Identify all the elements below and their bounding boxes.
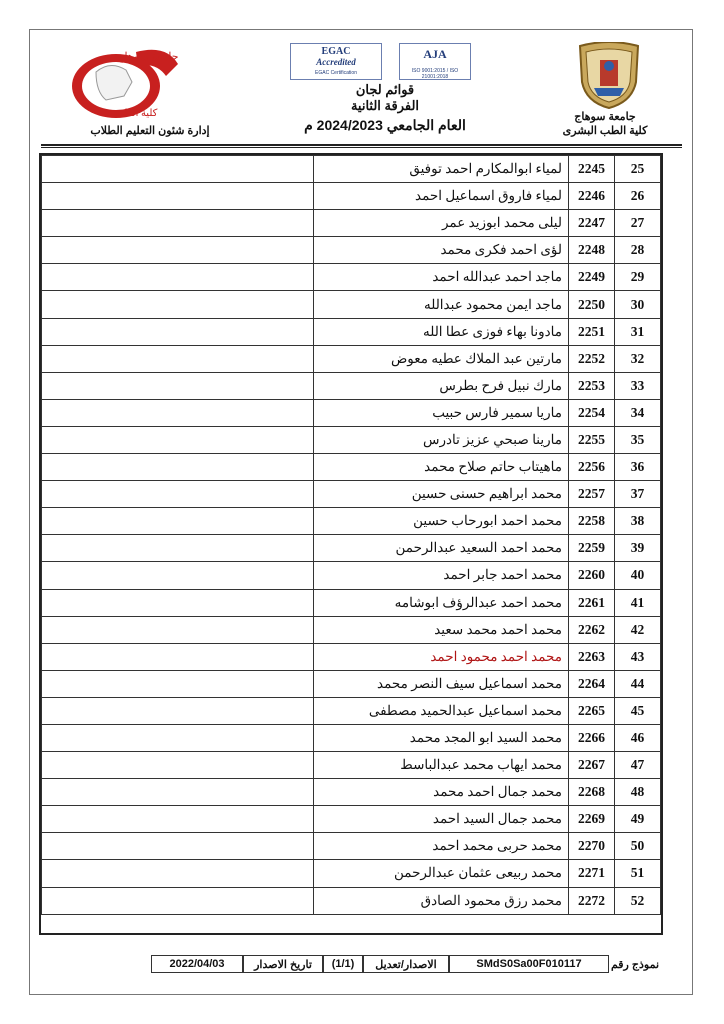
student-name: مادونا بهاء فوزى عطا الله bbox=[314, 318, 569, 345]
table-row bbox=[42, 860, 661, 887]
signature-cell bbox=[42, 562, 314, 589]
document-title-block bbox=[270, 82, 500, 134]
student-code: 2270 bbox=[569, 833, 615, 860]
students-table bbox=[39, 153, 663, 935]
row-number: 35 bbox=[615, 426, 661, 453]
student-code: 2250 bbox=[569, 291, 615, 318]
student-code: 2257 bbox=[569, 481, 615, 508]
student-code: 2259 bbox=[569, 535, 615, 562]
signature-cell bbox=[42, 833, 314, 860]
row-number: 34 bbox=[615, 399, 661, 426]
row-number: 43 bbox=[615, 643, 661, 670]
student-code: 2255 bbox=[569, 426, 615, 453]
student-name: محمد احمد جابر احمد bbox=[314, 562, 569, 589]
signature-cell bbox=[42, 156, 314, 183]
header-divider-thin bbox=[41, 147, 682, 148]
row-number: 26 bbox=[615, 183, 661, 210]
signature-cell bbox=[42, 589, 314, 616]
table-row bbox=[42, 183, 661, 210]
signature-cell bbox=[42, 291, 314, 318]
student-name: محمد احمد محمود احمد bbox=[314, 643, 569, 670]
row-number: 32 bbox=[615, 345, 661, 372]
row-number: 41 bbox=[615, 589, 661, 616]
student-code: 2268 bbox=[569, 779, 615, 806]
signature-cell bbox=[42, 670, 314, 697]
student-code: 2264 bbox=[569, 670, 615, 697]
student-code: 2252 bbox=[569, 345, 615, 372]
student-code: 2246 bbox=[569, 183, 615, 210]
student-code: 2260 bbox=[569, 562, 615, 589]
student-code: 2258 bbox=[569, 508, 615, 535]
student-name: مارتين عبد الملاك عطيه معوض bbox=[314, 345, 569, 372]
student-name: محمد احمد السعيد عبدالرحمن bbox=[314, 535, 569, 562]
signature-cell bbox=[42, 264, 314, 291]
signature-cell bbox=[42, 237, 314, 264]
signature-cell bbox=[42, 318, 314, 345]
aja-badge-title: AJA bbox=[423, 47, 447, 61]
student-name: محمد السيد ابو المجد محمد bbox=[314, 724, 569, 751]
student-code: 2265 bbox=[569, 697, 615, 724]
row-number: 44 bbox=[615, 670, 661, 697]
student-name: محمد احمد محمد سعيد bbox=[314, 616, 569, 643]
student-code: 2266 bbox=[569, 724, 615, 751]
signature-cell bbox=[42, 860, 314, 887]
egac-badge-title: EGAC bbox=[321, 46, 351, 57]
row-number: 49 bbox=[615, 806, 661, 833]
student-name: مارينا صبحي عزيز تادرس bbox=[314, 426, 569, 453]
table-row bbox=[42, 372, 661, 399]
student-name: محمد ايهاب محمد عبدالباسط bbox=[314, 752, 569, 779]
faculty-logo bbox=[66, 42, 184, 120]
student-name: ماريا سمير فارس حبيب bbox=[314, 399, 569, 426]
student-code: 2262 bbox=[569, 616, 615, 643]
logo-text-bottom: كلية الطب bbox=[114, 108, 158, 119]
signature-cell bbox=[42, 399, 314, 426]
row-number: 38 bbox=[615, 508, 661, 535]
egac-badge bbox=[290, 43, 382, 80]
student-name: محمد احمد عبدالرؤف ابوشامه bbox=[314, 589, 569, 616]
student-code: 2256 bbox=[569, 454, 615, 481]
student-code: 2254 bbox=[569, 399, 615, 426]
aja-badge bbox=[399, 43, 471, 80]
table-row bbox=[42, 887, 661, 914]
table-row bbox=[42, 616, 661, 643]
student-code: 2245 bbox=[569, 156, 615, 183]
row-number: 47 bbox=[615, 752, 661, 779]
table-row bbox=[42, 454, 661, 481]
students-table-body bbox=[42, 156, 661, 915]
student-name: ليلى محمد ابوزيد عمر bbox=[314, 210, 569, 237]
student-name: محمد اسماعيل سيف النصر محمد bbox=[314, 670, 569, 697]
table-row bbox=[42, 724, 661, 751]
table-row bbox=[42, 806, 661, 833]
row-number: 25 bbox=[615, 156, 661, 183]
university-name-block bbox=[545, 110, 665, 138]
document-title: قوائم لجان bbox=[355, 82, 415, 97]
issue-date-value: 2022/04/03 bbox=[151, 955, 243, 973]
row-number: 45 bbox=[615, 697, 661, 724]
signature-cell bbox=[42, 616, 314, 643]
signature-cell bbox=[42, 887, 314, 914]
student-name: محمد اسماعيل عبدالحميد مصطفى bbox=[314, 697, 569, 724]
row-number: 40 bbox=[615, 562, 661, 589]
form-number-value: SMdS0Sa00F010117 bbox=[449, 955, 609, 973]
row-number: 30 bbox=[615, 291, 661, 318]
student-name: محمد ربيعى عثمان عبدالرحمن bbox=[314, 860, 569, 887]
signature-cell bbox=[42, 183, 314, 210]
signature-cell bbox=[42, 426, 314, 453]
student-name: محمد رزق محمود الصادق bbox=[314, 887, 569, 914]
signature-cell bbox=[42, 752, 314, 779]
table-row bbox=[42, 589, 661, 616]
student-name: ماجد احمد عبدالله احمد bbox=[314, 264, 569, 291]
signature-cell bbox=[42, 210, 314, 237]
table-row bbox=[42, 508, 661, 535]
row-number: 28 bbox=[615, 237, 661, 264]
form-number-label: نموذج رقم bbox=[610, 958, 660, 971]
table-row bbox=[42, 291, 661, 318]
table-row bbox=[42, 426, 661, 453]
header-divider bbox=[41, 144, 682, 146]
signature-cell bbox=[42, 643, 314, 670]
logo-text-top: جامعة سوهاج bbox=[117, 51, 179, 63]
student-code: 2253 bbox=[569, 372, 615, 399]
student-code: 2267 bbox=[569, 752, 615, 779]
table-row bbox=[42, 264, 661, 291]
student-name: محمد جمال احمد محمد bbox=[314, 779, 569, 806]
university-name: جامعة سوهاج bbox=[574, 111, 636, 123]
academic-year: العام الجامعي 2024/2023 م bbox=[304, 117, 466, 133]
student-name: محمد جمال السيد احمد bbox=[314, 806, 569, 833]
table-row bbox=[42, 210, 661, 237]
row-number: 37 bbox=[615, 481, 661, 508]
table-row bbox=[42, 562, 661, 589]
student-name: محمد حربى محمد احمد bbox=[314, 833, 569, 860]
row-number: 27 bbox=[615, 210, 661, 237]
row-number: 39 bbox=[615, 535, 661, 562]
signature-cell bbox=[42, 779, 314, 806]
student-code: 2261 bbox=[569, 589, 615, 616]
row-number: 46 bbox=[615, 724, 661, 751]
faculty-name: كلية الطب البشرى bbox=[562, 125, 648, 137]
aja-badge-note: ISO 9001:2015 / ISO 21001:2018 bbox=[411, 68, 459, 80]
department-name: إدارة شئون التعليم الطلاب bbox=[90, 125, 210, 137]
table-row bbox=[42, 643, 661, 670]
student-name: لمياء فاروق اسماعيل احمد bbox=[314, 183, 569, 210]
row-number: 42 bbox=[615, 616, 661, 643]
edition-label: الاصدار/تعديل bbox=[363, 955, 449, 973]
signature-cell bbox=[42, 372, 314, 399]
student-code: 2272 bbox=[569, 887, 615, 914]
form-footer bbox=[75, 955, 661, 973]
signature-cell bbox=[42, 806, 314, 833]
signature-cell bbox=[42, 508, 314, 535]
table-row bbox=[42, 237, 661, 264]
student-code: 2271 bbox=[569, 860, 615, 887]
signature-cell bbox=[42, 697, 314, 724]
signature-cell bbox=[42, 345, 314, 372]
edition-value: (1/1) bbox=[323, 955, 363, 973]
row-number: 33 bbox=[615, 372, 661, 399]
signature-cell bbox=[42, 535, 314, 562]
table-row bbox=[42, 399, 661, 426]
signature-cell bbox=[42, 481, 314, 508]
row-number: 48 bbox=[615, 779, 661, 806]
year-level: الفرقة الثانية bbox=[350, 98, 420, 113]
student-name: لؤى احمد فكرى محمد bbox=[314, 237, 569, 264]
table-row bbox=[42, 697, 661, 724]
signature-cell bbox=[42, 724, 314, 751]
student-code: 2247 bbox=[569, 210, 615, 237]
table-row bbox=[42, 833, 661, 860]
table-row bbox=[42, 481, 661, 508]
row-number: 29 bbox=[615, 264, 661, 291]
student-code: 2251 bbox=[569, 318, 615, 345]
student-name: محمد احمد ابورحاب حسين bbox=[314, 508, 569, 535]
student-name: لمياء ابوالمكارم احمد توفيق bbox=[314, 156, 569, 183]
table-row bbox=[42, 535, 661, 562]
row-number: 36 bbox=[615, 454, 661, 481]
student-code: 2249 bbox=[569, 264, 615, 291]
student-code: 2263 bbox=[569, 643, 615, 670]
table-row bbox=[42, 156, 661, 183]
egac-badge-subtitle: Accredited bbox=[316, 57, 356, 67]
row-number: 31 bbox=[615, 318, 661, 345]
university-crest-logo bbox=[572, 42, 646, 110]
egac-badge-note: EGAC Certification bbox=[315, 70, 357, 76]
student-name: مارك نبيل فرح بطرس bbox=[314, 372, 569, 399]
table-row bbox=[42, 318, 661, 345]
row-number: 51 bbox=[615, 860, 661, 887]
table-row bbox=[42, 779, 661, 806]
row-number: 50 bbox=[615, 833, 661, 860]
row-number: 52 bbox=[615, 887, 661, 914]
student-code: 2269 bbox=[569, 806, 615, 833]
student-name: ماهيتاب حاتم صلاح محمد bbox=[314, 454, 569, 481]
student-code: 2248 bbox=[569, 237, 615, 264]
table-row bbox=[42, 670, 661, 697]
student-name: محمد ابراهيم حسنى حسين bbox=[314, 481, 569, 508]
table-row bbox=[42, 752, 661, 779]
table-row bbox=[42, 345, 661, 372]
signature-cell bbox=[42, 454, 314, 481]
issue-date-label: تاريخ الاصدار bbox=[243, 955, 323, 973]
student-name: ماجد ايمن محمود عبدالله bbox=[314, 291, 569, 318]
